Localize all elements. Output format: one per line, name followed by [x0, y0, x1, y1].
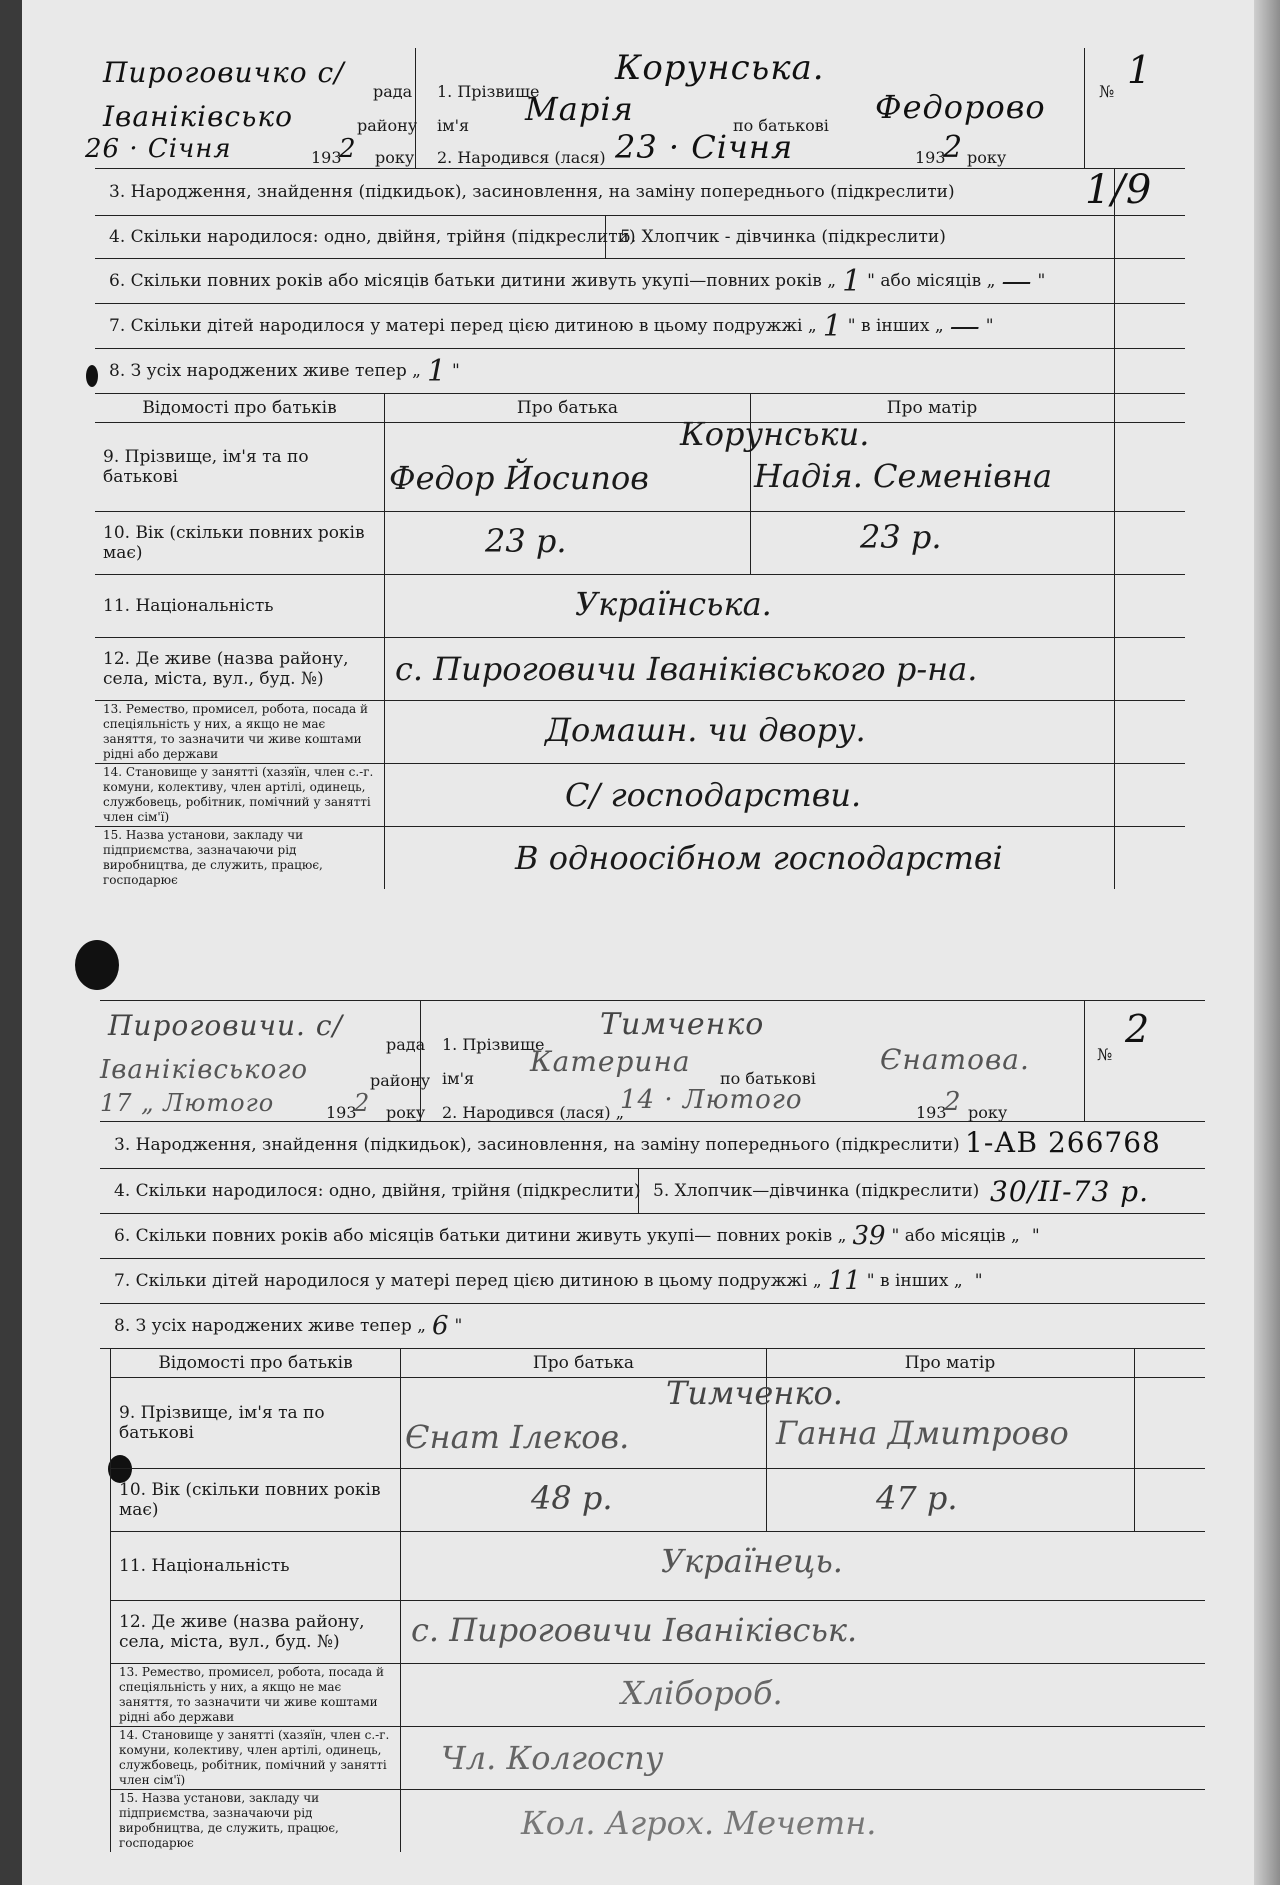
district-value: Іваніківського: [100, 1055, 309, 1085]
row-15-label-cell: [95, 827, 385, 889]
question-8-row: [95, 349, 1185, 394]
child-identity-block: [415, 48, 1085, 168]
workplace-value: Кол. Агрох. Мечетн.: [521, 1804, 877, 1842]
village-council-value: Пироговичи. с/: [108, 1009, 343, 1042]
question-7-text-b: " в інших „: [866, 1271, 963, 1291]
question-7-text-b: " в інших „: [847, 316, 944, 336]
father-full-name: Єнат Ілеков.: [405, 1418, 630, 1456]
record-header: [85, 48, 1185, 169]
row-12-label-cell: [111, 1601, 401, 1663]
question-6-months: —: [1001, 263, 1032, 299]
row-12-residence: [95, 638, 1185, 701]
question-6-row: [100, 1214, 1205, 1259]
certificate-stamp: 1-АВ 266768: [965, 1126, 1161, 1159]
district-label: району: [370, 1071, 431, 1090]
row-9-mother-cell: [666, 1374, 1135, 1468]
birth-date-value: 14 · Лютого: [620, 1085, 803, 1115]
ink-blot: [75, 940, 119, 990]
birth-date-label: 2. Народився (лася): [437, 148, 606, 167]
record-number-value: 2: [1125, 1007, 1151, 1051]
question-7-row: [95, 304, 1185, 349]
row-9-label: 9. Прізвище, ім'я та по батькові: [103, 447, 309, 487]
birth-year-value: 2: [943, 130, 964, 165]
question-5: 5. Хлопчик - дівчинка (підкреслити): [620, 227, 946, 247]
birth-year-value: 2: [944, 1087, 962, 1117]
question-3: 3. Народження, знайдення (підкидьок), засиновлення, на заміну попереднього (підкреслити): [109, 182, 955, 202]
record-number-value: 1: [1127, 48, 1153, 92]
row-10-father-cell: [385, 512, 751, 574]
question-6-text: 6. Скільки повних років або місяців батьки дитини живуть укупі— повних років „: [114, 1226, 847, 1246]
row-13-value-cell: [401, 1664, 783, 1726]
question-6-years: 39: [852, 1221, 886, 1251]
registration-date-value: 26 · Січня: [85, 134, 232, 164]
question-6-text-b: " або місяців „: [867, 271, 996, 291]
row-12-label: 12. Де живе (назва району, села, міста, вул., буд. №): [119, 1612, 365, 1652]
father-age: 23 р.: [485, 522, 567, 560]
parents-table-header: [95, 394, 1185, 423]
registration-year-value: 2: [354, 1089, 371, 1117]
birth-record-1: [85, 48, 1185, 887]
birth-year-prefix: 193: [915, 148, 946, 167]
registration-block: [85, 48, 418, 168]
birth-year-prefix: 193: [916, 1103, 947, 1122]
question-4-5-row: [95, 216, 1185, 259]
district-label: району: [357, 116, 418, 135]
given-name-label: ім'я: [442, 1069, 475, 1088]
shared-surname: Тимченко.: [666, 1374, 843, 1412]
question-7-text: 7. Скільки дітей народилося у матері перед цією дитиною в цьому подружжі „: [109, 316, 817, 336]
row-10-label-cell: [111, 1469, 401, 1531]
row-13-label: 13. Ремество, промисел, робота, посада й спеціяльність у них, а якщо не має заняття, то зазначити чи живе коштами рідні або держави: [103, 702, 369, 761]
row-14-label: 14. Становище у занятті (хазяїн, член с.-г. комуни, колективу, член артілі, одинець, службовець, робітник, помічний у занятті член сім'ї): [119, 1728, 390, 1787]
nationality-value: Українська.: [575, 585, 772, 623]
question-3-row: [100, 1122, 1205, 1169]
row-12-label-cell: [95, 638, 385, 700]
registration-date-value: 17 „ Лютого: [100, 1089, 275, 1117]
question-8-living: 6: [431, 1311, 449, 1341]
row-9-mother-cell: [680, 415, 1115, 511]
patronymic-value: Єнатова.: [880, 1043, 1030, 1076]
question-4: 4. Скільки народилося: одно, двійня, трійня (підкреслити): [100, 1169, 639, 1213]
row-15-label-cell: [111, 1790, 401, 1852]
surname-label: 1. Прізвище: [437, 82, 540, 101]
question-6-text-c: ": [1037, 271, 1046, 291]
row-14-value-cell: [385, 764, 862, 826]
margin-column: [1114, 827, 1185, 889]
mother-column-title: Про матір: [904, 1353, 996, 1373]
row-9-full-name: [95, 415, 1185, 512]
row-13-value-cell: [385, 701, 866, 763]
row-12-label: 12. Де живе (назва району, села, міста, вул., буд. №): [103, 649, 349, 689]
question-5: 5. Хлопчик—дівчинка (підкреслити): [653, 1181, 980, 1201]
row-9-label: 9. Прізвище, ім'я та по батькові: [119, 1403, 325, 1443]
registration-year-value: 2: [339, 134, 357, 164]
question-6-years: 1: [842, 263, 862, 299]
record-header: [100, 1000, 1205, 1122]
question-6-text-b: " або місяців „: [891, 1226, 1020, 1246]
workplace-value: В одноосібном господарстві: [515, 839, 1003, 877]
row-10-mother-cell: [766, 1469, 1135, 1531]
village-council-label: рада: [386, 1035, 426, 1054]
row-10-age: [95, 512, 1185, 575]
question-7-text-c: ": [985, 316, 994, 336]
certificate-date: 30/ІІ-73 р.: [990, 1175, 1149, 1208]
father-column-title: Про батька: [516, 398, 619, 418]
mother-full-name: Ганна Дмитрово: [776, 1414, 1069, 1452]
patronymic-label: по батькові: [733, 116, 829, 135]
row-13-label-cell: [111, 1664, 401, 1726]
registration-year-prefix: 193: [326, 1103, 357, 1122]
row-10-father-cell: [401, 1469, 767, 1531]
question-7-here: 1: [822, 308, 842, 344]
registration-year-prefix: 193: [311, 148, 342, 167]
record-number-block: [1084, 1001, 1205, 1121]
margin-column: [1114, 259, 1185, 303]
row-13-label: 13. Ремество, промисел, робота, посада й спеціяльність у них, а якщо не має заняття, то зазначити чи живе коштами рідні або держави: [119, 1665, 385, 1724]
village-council-value: Пироговичко с/: [103, 56, 345, 89]
page-edge-right: [1254, 0, 1280, 1885]
village-council-label: рада: [373, 82, 413, 101]
row-11-nationality: [111, 1532, 1205, 1601]
row-10-age: [111, 1469, 1205, 1532]
row-14-label-cell: [95, 764, 385, 826]
row-15-label: 15. Назва установи, закладу чи підприємства, зазначаючи рід виробництва, де служить, працює, господарює: [103, 828, 323, 887]
birth-record-2: [100, 1000, 1205, 1870]
father-age: 48 р.: [531, 1479, 613, 1517]
surname-label: 1. Прізвище: [442, 1035, 545, 1054]
father-full-name: Федор Йосипов: [389, 459, 649, 497]
row-10-mother-cell: [750, 512, 1115, 574]
shared-surname: Корунськи.: [680, 415, 870, 453]
question-8-living: 1: [426, 353, 447, 389]
question-8-text: 8. З усіх народжених живе тепер „: [109, 361, 421, 381]
birth-year-label: року: [967, 148, 1007, 167]
row-10-label: 10. Вік (скільки повних років має): [119, 1480, 381, 1520]
birth-date-label: 2. Народився (лася) „: [442, 1103, 624, 1122]
father-column-title: Про батька: [532, 1353, 635, 1373]
given-name-label: ім'я: [437, 116, 470, 135]
row-14-status: [95, 764, 1185, 827]
registration-block: [100, 1001, 431, 1122]
row-15-value-cell: [401, 1790, 877, 1852]
question-7-text: 7. Скільки дітей народилося у матері перед цією дитиною в цьому подружжі „: [114, 1271, 822, 1291]
occupation-value: Хлібороб.: [621, 1674, 783, 1712]
row-11-value-cell: [385, 575, 772, 637]
mother-full-name: Надія. Семенівна: [754, 457, 1053, 495]
parents-column-title: Відомості про батьків: [158, 1353, 353, 1373]
margin-column: [1114, 349, 1185, 393]
parents-header-cell: [95, 394, 385, 422]
row-13-occupation: [111, 1664, 1205, 1727]
margin-column: [1114, 512, 1185, 574]
row-14-status: [111, 1727, 1205, 1790]
child-identity-block: [420, 1001, 1085, 1121]
residence-value: с. Пироговичи Іваніківського р-на.: [395, 650, 978, 688]
parents-column-title: Відомості про батьків: [142, 398, 337, 418]
status-value: Чл. Колгоспу: [441, 1739, 664, 1777]
row-12-value-cell: [401, 1601, 858, 1663]
margin-column: [1114, 216, 1185, 258]
row-13-label-cell: [95, 701, 385, 763]
row-14-label: 14. Становище у занятті (хазяїн, член с.-г. комуни, колективу, член артілі, одинець, службовець, робітник, помічний у занятті член сім'ї): [103, 765, 374, 824]
record-number-label: №: [1097, 1045, 1113, 1064]
row-9-label-cell: [95, 423, 385, 511]
birth-date-value: 23 · Січня: [615, 128, 794, 166]
surname-value: Тимченко: [600, 1007, 765, 1042]
row-11-nationality: [95, 575, 1185, 638]
question-3-row: [95, 169, 1185, 216]
row-14-value-cell: [401, 1727, 766, 1789]
question-4: 4. Скільки народилося: одно, двійня, трійня (підкреслити): [95, 216, 606, 258]
row-9-label-cell: [111, 1378, 401, 1468]
margin-note: 1/9: [1085, 167, 1153, 213]
row-15-workplace: [111, 1790, 1205, 1852]
status-value: С/ господарстви.: [565, 776, 862, 814]
parents-table-header: [111, 1349, 1205, 1378]
margin-column: [1114, 304, 1185, 348]
question-8-row: [100, 1304, 1205, 1349]
patronymic-value: Федорово: [875, 88, 1046, 126]
registration-year-label: року: [386, 1103, 426, 1122]
row-12-value-cell: [385, 638, 978, 700]
parents-header-cell: [111, 1349, 401, 1377]
question-7-row: [100, 1259, 1205, 1304]
question-7-text-c: ": [974, 1271, 983, 1291]
question-8-text: 8. З усіх народжених живе тепер „: [114, 1316, 426, 1336]
margin-column: [1114, 764, 1185, 826]
record-number-block: [1084, 48, 1185, 168]
margin-column: [1114, 394, 1185, 422]
margin-column: [1114, 701, 1185, 763]
question-6-row: [95, 259, 1185, 304]
margin-column: [1114, 575, 1185, 637]
question-6-text: 6. Скільки повних років або місяців батьки дитини живуть укупі—повних років „: [109, 271, 837, 291]
row-15-label: 15. Назва установи, закладу чи підприємства, зазначаючи рід виробництва, де служить, працює, господарює: [119, 1791, 339, 1850]
question-3: 3. Народження, знайдення (підкидьок), засиновлення, на заміну попереднього (підкреслити): [114, 1135, 960, 1155]
row-9-full-name: [111, 1374, 1205, 1469]
registration-year-label: року: [375, 148, 415, 167]
row-14-label-cell: [111, 1727, 401, 1789]
birth-year-label: року: [968, 1103, 1008, 1122]
record-number-label: №: [1099, 82, 1115, 101]
nationality-value: Українець.: [661, 1542, 843, 1580]
question-7-here: 11: [827, 1266, 861, 1296]
row-11-label-cell: [111, 1532, 401, 1600]
parents-table: [95, 394, 1185, 889]
mother-column-title: Про матір: [886, 398, 978, 418]
question-7-other: —: [949, 308, 980, 344]
row-10-label: 10. Вік (скільки повних років має): [103, 523, 365, 563]
row-11-label: 11. Національність: [119, 1556, 290, 1576]
margin-column: [1114, 638, 1185, 700]
father-header-cell: [401, 1349, 767, 1377]
question-6-text-c: ": [1031, 1226, 1040, 1246]
row-12-residence: [111, 1601, 1205, 1664]
mother-header-cell: [766, 1349, 1135, 1377]
row-11-value-cell: [401, 1532, 843, 1600]
parents-table: [110, 1349, 1205, 1852]
mother-age: 47 р.: [876, 1479, 958, 1517]
row-11-label: 11. Національність: [103, 596, 274, 616]
row-13-occupation: [95, 701, 1185, 764]
margin-column: [1114, 423, 1185, 511]
patronymic-label: по батькові: [720, 1069, 816, 1088]
given-name-value: Катерина: [530, 1045, 691, 1078]
question-4-5-row: [100, 1169, 1205, 1214]
occupation-value: Домашн. чи двору.: [545, 711, 866, 749]
question-8-text-b: ": [452, 361, 460, 381]
mother-age: 23 р.: [860, 518, 942, 556]
page-edge-left: [0, 0, 22, 1885]
row-10-label-cell: [95, 512, 385, 574]
residence-value: с. Пироговичи Іваніківськ.: [411, 1611, 858, 1649]
district-value: Іваніківсько: [103, 100, 293, 133]
margin-column: [1085, 167, 1185, 215]
row-15-workplace: [95, 827, 1185, 889]
surname-value: Корунська.: [615, 48, 825, 88]
question-8-text-b: ": [454, 1316, 463, 1336]
given-name-value: Марія: [525, 90, 634, 128]
row-15-value-cell: [385, 827, 1003, 889]
row-11-label-cell: [95, 575, 385, 637]
